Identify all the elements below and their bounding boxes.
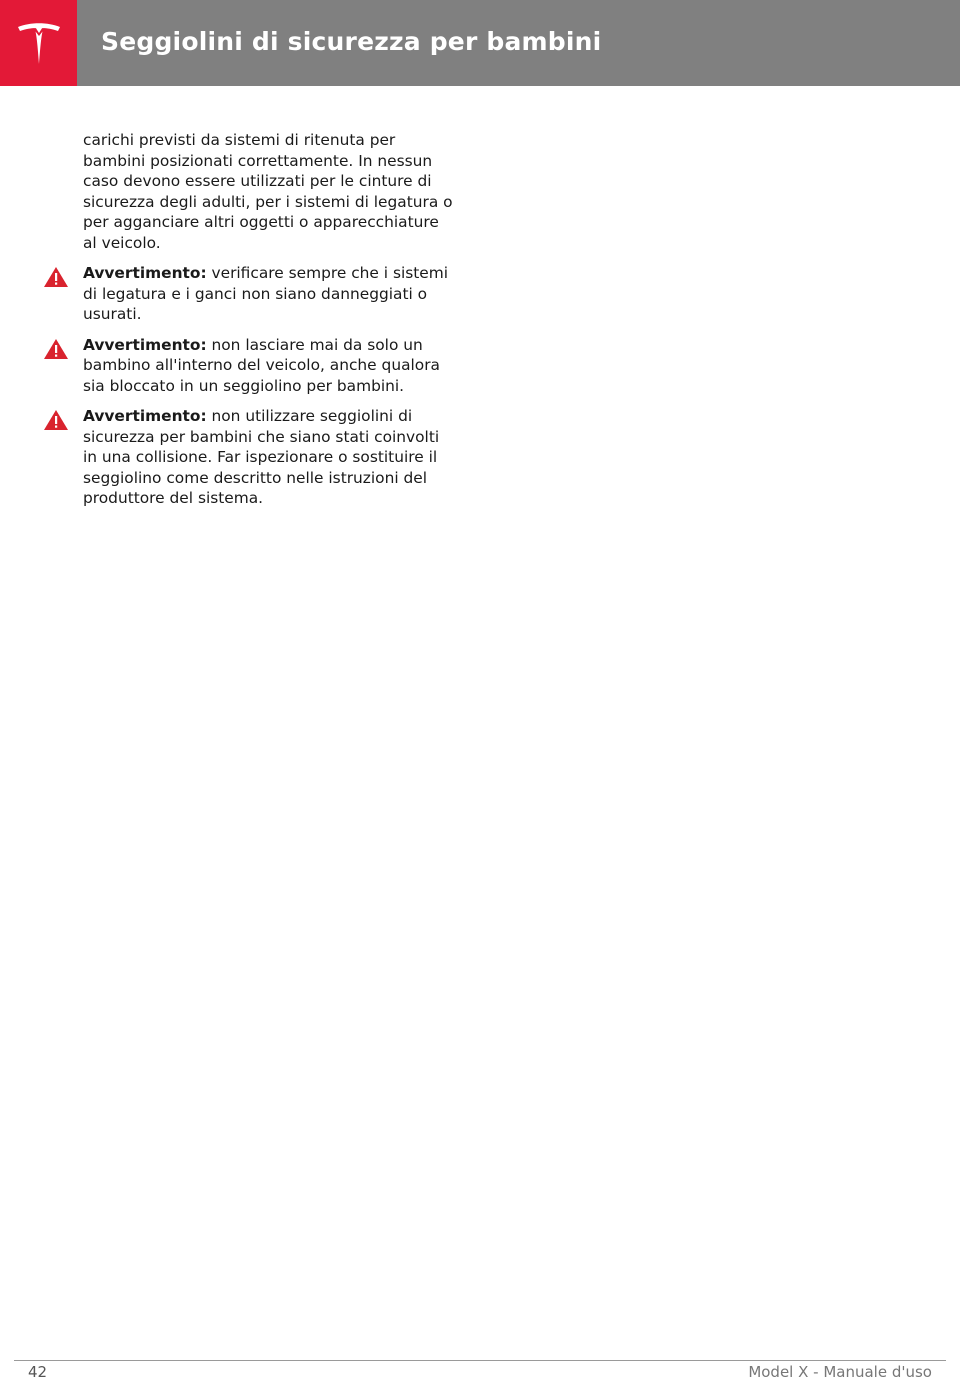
intro-paragraph: carichi previsti da sistemi di ritenuta per bambini posizionati correttamente. In nessun caso devono essere utilizzati per le cinture di sicurezza degli adulti, per i sistemi di legatura o per agganciare altri oggetti o apparecchiature al veicolo. <box>83 131 453 252</box>
warning-icon <box>43 266 69 288</box>
warning-label: Avvertimento: <box>83 335 207 354</box>
warning-label: Avvertimento: <box>83 264 207 282</box>
manual-title: Model X - Manuale d'uso <box>748 1363 932 1381</box>
footer-divider <box>14 1360 946 1361</box>
page-title: Seggiolini di sicurezza per bambini <box>101 27 602 56</box>
logo-box <box>0 0 77 86</box>
page-number: 42 <box>28 1363 48 1381</box>
page-header <box>0 0 960 86</box>
warning-block <box>83 335 455 397</box>
main-content <box>83 130 455 519</box>
warning-icon <box>43 338 69 360</box>
warning-block <box>83 406 455 509</box>
warning-label: Avvertimento: <box>83 407 207 425</box>
warning-icon <box>43 409 69 431</box>
warning-text: verificare sempre che i sistemi di legatura e i ganci non siano danneggiati o usurati. <box>83 264 449 323</box>
warning-text: non lasciare mai da solo un bambino all'interno del veicolo, anche qualora sia bloccato in un seggiolino per bambini. <box>83 335 440 395</box>
warning-text: non utilizzare seggiolini di sicurezza per bambini che siano stati coinvolti in una collisione. Far ispezionare o sostituire il seggiolino come descritto nelle istruzioni del produttore del sistema. <box>83 407 440 507</box>
tesla-logo-icon <box>14 18 64 68</box>
warning-block <box>83 263 455 325</box>
